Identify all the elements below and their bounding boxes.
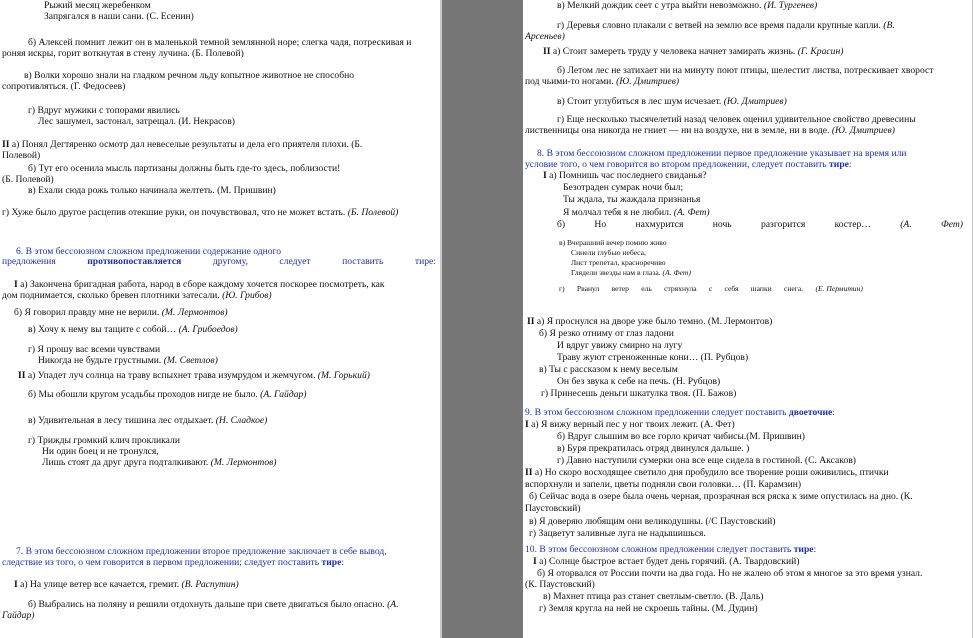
right-text-span: II [525,467,533,478]
right-text-span: (И. Тургенев) [763,0,818,11]
left-text-span: в) Удивительная в лесу тишина лес отдыхает. [28,415,216,426]
page-gap [442,0,522,638]
left-text-line [28,105,180,116]
left-text-line [38,355,218,366]
right-text-span: Глядели звезды нам в глаза. [571,268,663,277]
right-text-span: себя [724,284,739,293]
right-text-line [525,467,889,478]
right-text-line [557,455,856,466]
right-text-span: снега. [783,284,804,293]
right-text-span: а) Помнишь час последнего свиданья? [546,170,707,181]
left-text-span: в) Хочу к нему вы тащите с собой… [28,324,179,335]
right-text-span: а) Солнце быстрое встает будет день горячий. (А. Твардовский) [536,556,800,567]
right-text-span: тире [829,159,849,170]
left-text-line [28,163,340,174]
right-text-span: разгорится [761,219,806,230]
right-text-span: а) Я вижу верный пес у ног твоих лежит. (А. Фет) [528,419,735,430]
right-text-span: шапки [750,284,772,293]
right-text-span: Но [594,219,607,230]
left-text-line [2,207,398,218]
right-text-span: в) Махнет птица раз станет светлым-светло. (В. Даль) [543,591,764,602]
left-text-line [14,307,228,318]
right-text-line [539,364,678,375]
right-text-line [541,388,736,399]
right-text-span: (Ю. Дмитриев) [723,96,787,107]
left-text-span: Никогда не будьте грустными. [38,355,164,366]
left-text-span: следует [279,256,311,267]
right-text-line [537,568,922,579]
left-text-span: (Н. Сладкое) [215,415,268,426]
right-text-span: Безотраден сумрак ночи был; [563,182,684,193]
left-text-span: сопротивляться. (Г. Федосеев) [2,81,126,92]
right-text-span: (В. [883,20,895,31]
left-text-span: 6. В этом бессоюзном сложном предложении содержание одного [16,246,282,257]
right-text-line [557,219,963,230]
left-text-span: г) Вдруг мужики с топорами явились [28,105,180,116]
right-text-span: костер… [834,219,871,230]
left-text-line [2,557,344,568]
left-text-span: (А. [387,599,399,610]
left-text-line [28,37,411,48]
left-page-edge [440,0,441,638]
left-text-line [28,389,306,400]
right-text-span: Я молчал тебя я не любил. [563,207,674,218]
right-text-span: в) Буря прекратилась отряд двинулся дальше. ) [557,443,750,454]
right-text-span: под чьими-то ногами. [525,76,617,87]
left-text-span: поставить [342,256,384,267]
right-text-span: Лист трепетал, красноречиво [571,258,666,267]
left-text-span: (М. Лермонтов) [161,307,228,318]
right-text-span: тире [793,544,814,555]
left-text-line [28,344,160,355]
left-text-span: (А. Грибоедов) [178,324,238,335]
right-text-line [543,46,843,57]
right-text-span: нахмурится [635,219,684,230]
right-text-span: И вдруг увижу смирно на лугу [557,340,683,351]
left-text-span: (Ю. Грибов) [222,290,272,301]
right-text-line [563,194,700,205]
right-text-line [525,407,835,418]
right-text-span: Рванул [576,284,600,293]
right-text-span: б) Вдруг слышим во все горло кричат чибисы.(М. Пришвин) [557,431,805,442]
left-text-span: дом поднимается, сколько бревен плотники затесали. [2,290,223,301]
right-text-span: ночь [712,219,732,230]
right-text-line [525,125,895,136]
left-text-line [2,290,272,301]
left-text-span: (А. Гайдар) [260,389,307,400]
left-text-span: в) Ехали сюда рожь только начинала желтеть. (М. Пришвин) [28,185,276,196]
left-text-line [18,370,370,381]
left-text-span: другому, [212,256,248,267]
right-text-span: б) Сейчас вода в озере была очень черная, прозрачная вся ряска к зиме опустилась на дно. (К. [529,491,913,502]
left-text-line [2,139,362,150]
right-text-span: с [708,284,713,293]
left-text-span: а) На улице ветер все качается, гремит. [17,579,182,590]
right-text-span: Паустовский) [525,503,581,514]
right-text-span: в) Я доверяю любящим они великодушны. (/С Паустовский) [529,516,776,527]
left-text-span: Рыжий месяц жеребенком [44,0,151,11]
left-page [0,0,442,638]
left-text-line [28,324,238,335]
right-text-span: условие того, о чем говорится во втором предложении, следует поставить [525,159,830,170]
left-text-span: II [2,139,10,150]
left-text-line [14,279,385,290]
right-text-line [571,248,646,257]
left-text-span: г) Трижды громкий клич прокликали [28,435,180,446]
left-text-line [2,256,436,267]
right-text-span: г) Давно наступили сумерки она все еще сидела в гостиной. (С. Аксаков) [557,455,856,466]
right-text-line [559,238,667,247]
right-text-line [527,316,772,327]
right-text-line [557,352,748,363]
right-text-span: II [543,46,551,57]
left-text-span: следствие из того, о чем говорится в первом предложении; следует поставить [2,557,322,568]
right-text-span: г) Принесешь деньги шкатулка твоя. (П. Бажов) [541,388,737,399]
right-text-span: в) Вчерашний вечер помню живо [559,238,667,247]
right-text-span: (Г. Красин) [797,46,844,57]
right-text-span: : [848,159,852,170]
right-text-span: б) [557,219,566,230]
right-text-line [539,328,674,339]
right-text-span: (А. Фет) [662,268,691,277]
right-text-span: б) Я резко отниму от глаз ладони [539,328,674,339]
right-text-line [525,159,852,170]
left-text-span: 7. В этом бессоюзном сложном предложении второе предложение заключает в себе вывод, [16,546,387,557]
left-text-span: I [14,579,18,590]
right-text-line [525,479,801,490]
right-text-line [557,376,720,387]
right-text-span: в) Мелкий дождик сеет с утра выйти невозможно. [557,0,764,11]
right-text-line [525,579,595,590]
right-text-line [529,516,776,527]
left-text-line [2,81,125,92]
left-text-line [2,610,34,621]
left-text-span: тире [321,557,342,568]
right-text-line [557,96,787,107]
left-text-line [38,116,235,127]
right-text-line [557,20,895,31]
right-page [523,0,973,638]
right-text-line [571,268,691,277]
right-text-span: 9. В этом бессоюзном сложном предложении следует поставить [525,407,789,418]
left-text-span: Гайдар) [2,610,35,621]
left-text-span: тире: [414,256,436,267]
right-text-span: г) Деревья словно плакали с ветвей на землю все время падали крупные капли. [557,20,884,31]
right-text-span: Арсеньев) [525,31,565,42]
right-text-line [559,284,863,293]
right-text-span: вспорхнули и запели, цветы подняли свои головки… (П. Карамзин) [525,479,802,490]
right-text-span: II [527,316,535,327]
left-text-span: а) Упадет луч солнца на траву вспыхнет трава изумрудом и жемчугом. [25,370,318,381]
left-text-line [16,546,387,557]
right-text-line [571,258,666,267]
left-text-line [24,70,354,81]
right-text-span: ель [641,284,652,293]
left-text-span: роняя искры, горит воткнутая в стену лучина. (Б. Полевой) [2,48,244,59]
right-text-line [525,544,816,555]
left-text-line [42,457,276,468]
left-text-line [28,599,399,610]
left-text-span: Запрягался в наши сани. (С. Есенин) [44,11,194,22]
right-text-span: г) Земля кругла на ней не скроешь тайны. (М. Дудин) [539,603,758,614]
right-text-line [533,556,799,567]
right-text-line [557,0,817,11]
right-text-span: Он без звука к себе на печь. (Н. Рубцов) [557,376,721,387]
right-text-span: (Ю. Дмитриев) [616,76,680,87]
right-text-span: а) Стоит замереть труду у человека начнет замирать жизнь. [550,46,798,57]
right-text-span: б) Я оторвался от России почти на два года. Но не жалею об этом я многое за это время узнал. [537,568,923,579]
left-text-span: (Б. Полевой) [2,174,54,185]
right-text-span: г) [559,284,565,293]
left-text-span: б) Выбрались на поляну и решили отдохнуть дальше при свете двигаться было опасно. [28,599,388,610]
right-text-span: а) Я проснулся на дворе уже было темно. (М. Лермонтов) [534,316,773,327]
left-text-span: (В. Распутин) [181,579,239,590]
right-text-line [557,114,916,125]
right-text-line [525,503,580,514]
right-text-span: двоеточие [788,407,833,418]
right-text-span: (Е. Пермитин) [815,284,863,293]
right-text-span: г) Еще несколько тысячелетий назад человек оценил удивительное свойство древесины [557,114,916,125]
left-text-span: б) Алексей помнит лежит он в маленькой темной землянной норе; слегка чадя, потрескивая и [28,37,412,48]
right-text-span: Траву жуют стреноженные кони… (П. Рубцов) [557,352,749,363]
right-text-span: (К. Паустовский) [525,579,595,590]
left-text-line [2,150,40,161]
right-text-line [525,31,565,42]
left-text-line [28,185,276,196]
right-text-span: в) Стоит углубиться в лес шум исчезает. [557,96,724,107]
left-text-span: г) Хуже было другое расцепив отекшие руки, он почувствовал, что не может встать. [2,207,348,218]
right-text-span: в) Ты с рассказом к нему веселым [539,364,678,375]
left-text-line [2,174,54,185]
right-text-span: (Ю. Дмитриев) [831,125,895,136]
right-text-span: I [533,556,537,567]
left-text-line [44,11,194,22]
right-text-span: г) Зацветут заливные луга не надышишься. [529,528,706,539]
left-text-span: (М. Горький) [317,370,370,381]
right-text-line [525,76,679,87]
left-text-span: а) Понял Дегтяренко осмотр дал невеселые результаты и дела его приятеля плохи. (Б. [9,139,363,150]
right-text-span: I [525,419,529,430]
left-text-span: б) Я говорил правду мне не верили. [14,307,162,318]
left-text-line [42,446,159,457]
left-text-span: Полевой) [2,150,41,161]
left-text-span: II [18,370,26,381]
left-text-line [28,435,180,446]
left-text-span: Лишь стоят да друг друга подталкивают. [42,457,211,468]
right-text-span: лиственницы она никогда не гниет — ни на воздухе, ни в земле, ни в воде. [525,125,832,136]
right-text-span: 10. В этом бессоюзном сложном предложении следует поставить [525,544,794,555]
left-text-span: Лес зашумел, застонал, затрещал. (И. Некрасов) [38,116,235,127]
right-text-line [557,431,805,442]
right-text-line [557,340,682,351]
right-text-span: 8. В этом бессоюзном сложном предложении первое предложение указывает на время или [537,148,907,159]
right-text-line [529,528,706,539]
left-text-span: (Б. Полевой) [347,207,399,218]
left-text-span: б) Мы обошли кругом усадьбы проходов нигде не было. [28,389,261,400]
left-text-span: а) Закончена бригадная работа, народ в сборе каждому хочется поскорее посмотреть, как [17,279,385,290]
left-text-span: Ни один боец и не тронулся, [42,446,159,457]
right-text-span: а) Но скоро восходящее светило дня пробудило все творение роши оживились, птички [532,467,889,478]
left-text-span: (М. Светлов) [163,355,218,366]
left-text-span: противопоставляется [87,256,182,267]
left-text-span: предложения [2,256,56,267]
right-text-line [543,591,763,602]
right-text-line [557,443,749,454]
right-text-span: стряхнула [664,284,697,293]
right-text-line [529,491,913,502]
right-text-span: (А. [900,219,912,230]
left-text-line [2,48,244,59]
right-text-span: Ты ждала, ты жаждала признанья [563,194,701,205]
right-text-span: Синели глубью небеса, [571,248,646,257]
right-text-line [543,170,707,181]
right-text-span: Фет) [941,219,963,230]
left-text-line [44,0,151,11]
right-text-line [563,182,683,193]
right-text-line [537,148,907,159]
left-text-line [28,415,267,426]
right-text-span: : [832,407,835,418]
left-text-span: г) Я прошу вас всеми чувствами [28,344,161,355]
right-text-span: I [543,170,547,181]
right-text-line [557,65,933,76]
left-text-span: I [14,279,18,290]
left-text-span: : [341,557,345,568]
left-text-span: б) Тут его осенила мысль партизаны должны быть где-то здесь, поблизости! [28,163,341,174]
right-text-span: б) Летом лес не затихает ни на минуту поют птицы, шелестит листва, потрескивает хворост [557,65,934,76]
left-text-span: в) Волки хорошо знали на гладком речном льду копытное животное не способно [24,70,355,81]
right-text-line [525,419,735,430]
right-text-span: : [813,544,817,555]
right-text-line [539,603,758,614]
right-text-span: ветер [611,284,629,293]
right-text-line [563,207,710,218]
right-text-span: (А. Фет) [673,207,710,218]
left-text-line [14,579,239,590]
left-text-span: (М. Лермонтов) [210,457,277,468]
